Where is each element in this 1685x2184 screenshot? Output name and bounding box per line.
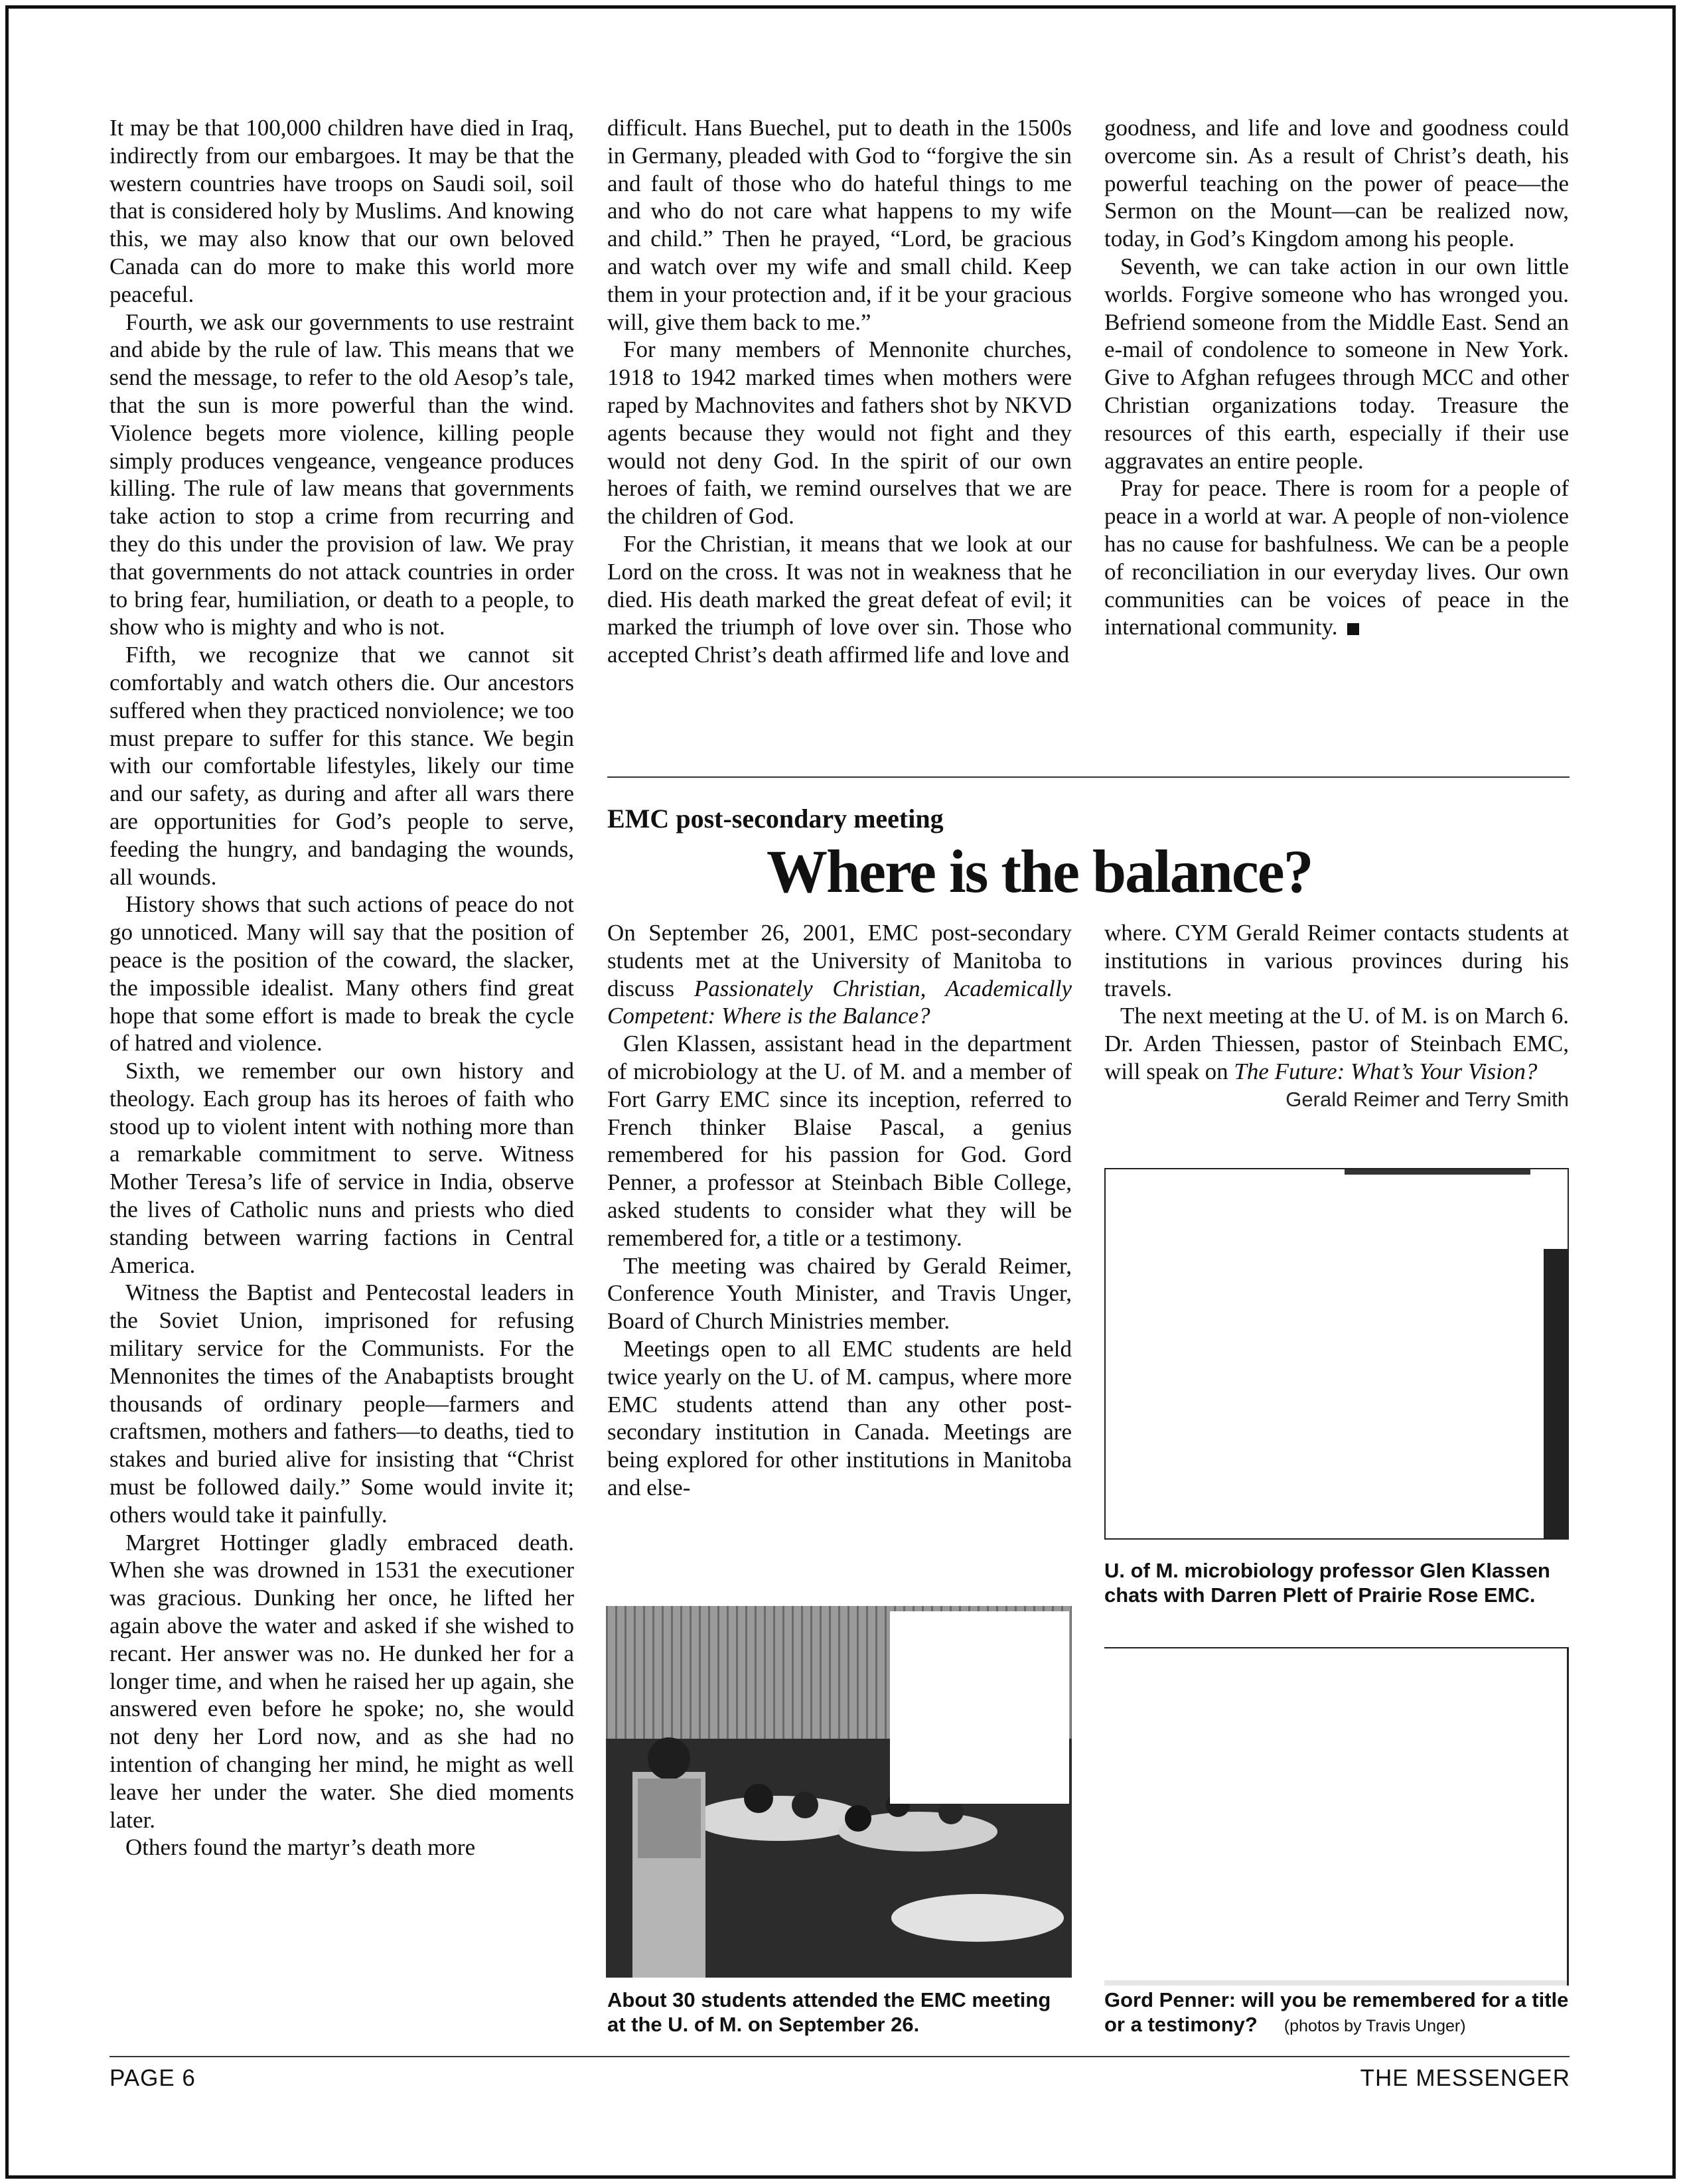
talk-title: The Future: What’s Your Vision? [1234, 1058, 1538, 1084]
paragraph: Fifth, we recognize that we cannot sit comfortably and watch others die. Our ancestors suffered when they practiced nonviolence; we too must prepare to suffer for this stance. We begin with our comfortable lifestyles, likely our time and our safety, as during and after all wars there are opportunities for God’s people to serve, feeding the hungry, and bandaging the wounds, all wounds. [110, 642, 574, 890]
photo3-caption [1104, 1988, 1569, 2039]
paragraph-text: The next meeting at the U. of M. is on March 6. Dr. Arden Thiessen, pastor of Steinbach EMC, will speak on [1104, 1003, 1569, 1084]
redacted-area [890, 1611, 1069, 1804]
paragraph [1104, 1002, 1569, 1085]
column-2 [607, 114, 1072, 669]
photo3-caption-text: Gord Penner: will you be remembered for a title or a testimony? [1104, 1988, 1569, 2036]
paragraph: difficult. Hans Buechel, put to death in the 1500s in Germany, pleaded with God to “forgive the sin and fault of those who do hateful things to me and who do not care what happens to my wife and child.” Then he prayed, “Lord, be gracious and watch over my wife and small child. Keep them in your protection and, if it be your gracious will, give them back to me.” [607, 115, 1072, 335]
page-number: PAGE 6 [110, 2065, 196, 2091]
article-kicker: EMC post-secondary meeting [607, 804, 944, 834]
event-title: Passionately Christian, Academically Competent: Where is the Balance? [607, 975, 1072, 1029]
paragraph: Meetings open to all EMC students are held twice yearly on the U. of M. campus, where more EMC students attend than any other post-secondary institution in Canada. Meetings are being explored for other institutions in Manitoba and else- [607, 1335, 1072, 1500]
paragraph: History shows that such actions of peace do not go unnoticed. Many will say that the position of peace is the position of the coward, the slacker, the impossible idealist. Many others find great hope that some effort is made to break the cycle of hatred and violence. [110, 891, 574, 1056]
paragraph: goodness, and life and love and goodness could overcome sin. As a result of Christ’s death, his powerful teaching on the power of peace—the Sermon on the Mount—can be realized now, today, in God’s Kingdom among his people. [1104, 115, 1569, 252]
photo-credit: (photos by Travis Unger) [1283, 2017, 1466, 2035]
footer-rule [110, 2056, 1570, 2057]
paragraph: Sixth, we remember our own history and theology. Each group has its heroes of faith who stood up to violent intent with nothing more than a remarkable commitment to serve. Witness Mother Teresa’s life of service in India, observe the lives of Catholic nuns and priests who died standing between warring factions in Central America. [110, 1058, 574, 1278]
klassen-photo [1104, 1168, 1569, 1540]
paragraph: For the Christian, it means that we look at our Lord on the cross. It was not in weakness that he died. His death marked the great defeat of evil; it marked the triumph of love over sin. Those who accepted Christ’s death affirmed life and love and [607, 530, 1072, 668]
publication-name: THE MESSENGER [1360, 2065, 1570, 2091]
paragraph: Glen Klassen, assistant head in the department of microbiology at the U. of M. and a member of Fort Garry EMC since its inception, referred to French thinker Blaise Pascal, a genius remembered for his passion for God. Gord Penner, a professor at Steinbach Bible College, asked students to consider what they will be remembered for, a title or a testimony. [607, 1031, 1072, 1251]
paragraph-end [1104, 474, 1569, 641]
article-column-2 [1104, 919, 1569, 1114]
klassen-photo-image [1106, 1169, 1569, 1540]
paragraph: For many members of Mennonite churches, 1918 to 1942 marked times when mothers were raped by Machnovites and fathers shot by NKVD agents because they would not fight and they would not deny God. In the spirit of our own heroes of faith, we remind ourselves that we are the children of God. [607, 336, 1072, 530]
column-1 [110, 114, 574, 1861]
byline: Gerald Reimer and Terry Smith [1285, 1087, 1569, 1111]
article-headline: Where is the balance? [767, 837, 1313, 905]
end-mark-icon [1347, 623, 1359, 635]
photo2-caption: U. of M. microbiology professor Glen Klassen chats with Darren Plett of Prairie Rose EMC. [1104, 1559, 1550, 1607]
paragraph: It may be that 100,000 children have died in Iraq, indirectly from our embargoes. It may be that the western countries have troops on Saudi soil, soil that is considered holy by Muslims. And knowing this, we may also know that our own beloved Canada can do more to make this world more peaceful. [110, 115, 574, 307]
paragraph: Seventh, we can take action in our own little worlds. Forgive someone who has wronged you. Befriend someone from the Middle East. Send an e-mail of condolence to someone in New York. Give to Afghan refugees through MCC and other Christian organizations today. Treasure the resources of this earth, especially if their use aggravates an entire people. [1104, 253, 1569, 474]
paragraph: Witness the Baptist and Pentecostal leaders in the Soviet Union, imprisoned for refusing military service for the Communists. For the Mennonites the times of the Anabaptists brought thousands of ordinary people—farmers and craftsmen, mothers and fathers—to deaths, tied to stakes and buried alive for insisting that “Christ must be followed daily.” Some would invite it; others would take it painfully. [110, 1279, 574, 1528]
paragraph: Margret Hottinger gladly embraced death. When she was drowned in 1531 the executioner was gracious. Dunking her once, he lifted her again above the water and asked if she wished to recant. Her answer was no. He dunked her for a longer time, and when he raised her up again, she answered even before he spoke; no, she would not deny her Lord now, and as she had no intention of changing her mind, he might as well leave her under the water. She died moments later. [110, 1529, 574, 1833]
meeting-photo [606, 1606, 1072, 1978]
paragraph [607, 919, 1072, 1030]
article-column-1 [607, 919, 1072, 1502]
paragraph: The meeting was chaired by Gerald Reimer, Conference Youth Minister, and Travis Unger, Board of Church Ministries member. [607, 1252, 1072, 1335]
photo1-caption: About 30 students attended the EMC meeting at the U. of M. on September 26. [607, 1988, 1051, 2036]
section-divider [607, 776, 1570, 778]
penner-photo [1104, 1647, 1569, 1986]
penner-photo-image [1104, 1648, 1569, 1986]
column-3 [1104, 114, 1569, 641]
paragraph: Others found the martyr’s death more [125, 1834, 476, 1861]
paragraph: where. CYM Gerald Reimer contacts students at institutions in various provinces during his travels. [1104, 920, 1569, 1001]
paragraph-text: On September 26, 2001, EMC post-secondary students met at the University of Manitoba to discuss [607, 920, 1072, 1001]
paragraph-text: Pray for peace. There is room for a people of peace in a world at war. A people of non-violence has no cause for bashfulness. We can be a people of reconciliation in our everyday lives. Our own communities can be voices of peace in the international community. [1104, 475, 1569, 640]
paragraph: Fourth, we ask our governments to use restraint and abide by the rule of law. This means that we send the message, to refer to the old Aesop’s tale, that the sun is more powerful than the wind. Violence begets more violence, killing people simply produces vengeance, vengeance produces killing. The rule of law means that governments take action to stop a crime from recurring and they do this under the provision of law. We pray that governments do not attack countries in order to bring fear, humiliation, or death to a people, to show who is mighty and who is not. [110, 309, 574, 640]
